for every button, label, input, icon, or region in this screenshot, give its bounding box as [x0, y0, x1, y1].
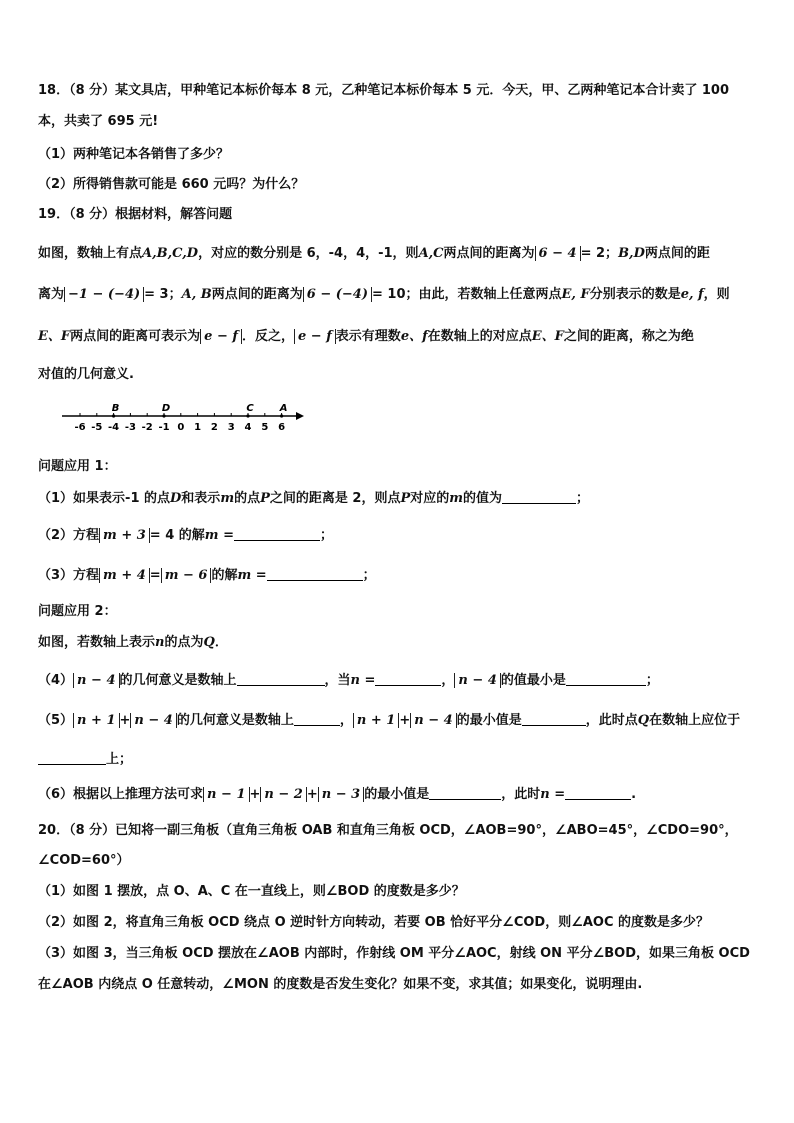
text: 分别表示的数是	[589, 287, 681, 302]
text: ；	[362, 568, 376, 583]
number-line-tick-label: 4	[244, 422, 252, 433]
var: D	[170, 491, 182, 506]
q20-sub3-line2: 在∠AOB 内绕点 O 任意转动，∠MON 的度数是否发生变化？如果不变，求其值；如果变化，说明理由.	[38, 977, 643, 992]
var: m =	[204, 528, 234, 543]
abs-expression: n − 1	[203, 787, 249, 802]
points-label: A,B,C,D	[142, 246, 199, 261]
text: 上；	[106, 752, 133, 767]
q19-para1	[38, 245, 758, 263]
answer-blank[interactable]	[237, 671, 325, 686]
answer-blank[interactable]	[294, 711, 340, 726]
abs-expression: e − f	[200, 329, 242, 344]
points-label: B,D	[618, 246, 645, 261]
var: m	[449, 491, 464, 506]
number-line-figure	[60, 400, 310, 440]
text: （1）如果表示-1 的点	[38, 491, 171, 506]
number-line-point	[162, 414, 165, 417]
text: = 2；	[580, 246, 619, 261]
answer-blank[interactable]	[429, 785, 501, 800]
text: 的点为	[164, 635, 204, 650]
text: 对应的	[410, 491, 450, 506]
answer-blank[interactable]	[38, 750, 106, 765]
text: 在数轴上的对应点	[427, 329, 532, 344]
text: 离为	[38, 287, 65, 302]
number-line-tick-label: 6	[278, 422, 286, 433]
text: 的最小值是	[456, 713, 522, 728]
text: ，则	[703, 287, 730, 302]
number-line-tick-label: 5	[261, 422, 269, 433]
text: 和表示	[181, 491, 221, 506]
q19-para3	[38, 328, 758, 346]
abs-expression: m + 4	[99, 568, 150, 583]
app2-line	[38, 634, 758, 652]
abs-expression: n + 1	[353, 713, 399, 728]
points-label: e, f	[680, 287, 704, 302]
number-line-point	[112, 414, 115, 417]
text: 两点间的距离为	[443, 246, 535, 261]
abs-expression: n + 1	[73, 713, 119, 728]
text: ，此时	[501, 787, 541, 802]
var: n =	[350, 673, 376, 688]
text: （5）	[38, 713, 74, 728]
text: 两点间的距	[644, 246, 710, 261]
number-line-svg	[60, 400, 310, 440]
abs-expression: m − 6	[161, 568, 212, 583]
var: P	[400, 491, 411, 506]
q20-sub2: （2）如图 2，将直角三角板 OCD 绕点 O 逆时针方向转动，若要 OB 恰好平分∠COD，则∠AOC 的度数是多少？	[38, 915, 710, 930]
text: 的几何意义是数轴上	[119, 673, 237, 688]
q18-sub1: （1）两种笔记本各销售了多少？	[38, 147, 230, 162]
text: +	[119, 713, 131, 728]
q19-s6	[38, 785, 758, 804]
text: ．反之，	[241, 329, 294, 344]
points-label: E、F	[38, 329, 71, 344]
q19-s5	[38, 711, 758, 730]
text: +	[306, 787, 318, 802]
number-line-tick-label: 3	[227, 422, 235, 433]
number-line-point	[280, 414, 283, 417]
abs-expression: e − f	[294, 329, 336, 344]
points-label: E, F	[561, 287, 590, 302]
text: （3）方程	[38, 568, 100, 583]
number-line-tick-label: -6	[74, 422, 86, 433]
text: = 3；	[144, 287, 182, 302]
number-line-tick-label: 1	[194, 422, 202, 433]
text: 的点	[234, 491, 261, 506]
number-line-point-label: D	[161, 403, 171, 414]
text: 的几何意义是数轴上	[176, 713, 294, 728]
abs-expression: −1 − (−4)	[64, 287, 144, 302]
q20-line2: ∠COD=60°）	[38, 853, 130, 868]
text: ；	[576, 491, 590, 506]
number-line-tick-label: 0	[177, 422, 185, 433]
var: m	[220, 491, 235, 506]
number-line-tick-label: -4	[108, 422, 120, 433]
q19-s1	[38, 489, 758, 508]
text: ；	[645, 673, 659, 688]
abs-expression: 6 − (−4)	[303, 287, 372, 302]
text: 的最小值是	[364, 787, 430, 802]
var: Q	[637, 713, 650, 728]
text: ，对应的数分别是 6，-4，4，-1，则	[198, 246, 419, 261]
text: 的值为	[463, 491, 503, 506]
abs-expression: n − 4	[73, 673, 119, 688]
abs-expression: n − 4	[410, 713, 456, 728]
q18-line1: 18．（8 分）某文具店，甲种笔记本标价每本 8 元，乙种笔记本标价每本 5 元．今天，甲、乙两种笔记本合计卖了 100	[38, 83, 730, 98]
answer-blank[interactable]	[234, 526, 320, 541]
number-line-point-label: C	[246, 403, 254, 414]
text: = 4 的解	[149, 528, 205, 543]
abs-expression: n − 3	[318, 787, 364, 802]
text: ，此时点	[585, 713, 638, 728]
answer-blank[interactable]	[267, 566, 363, 581]
var: P	[260, 491, 270, 506]
app2-title: 问题应用 2：	[38, 604, 117, 619]
var: n	[155, 635, 165, 650]
text: .	[631, 787, 637, 802]
points-label: A, B	[181, 287, 212, 302]
number-line-arrow	[296, 412, 304, 420]
answer-blank[interactable]	[566, 671, 646, 686]
q20-sub1: （1）如图 1 摆放，点 O、A、C 在一直线上，则∠BOD 的度数是多少？	[38, 884, 465, 899]
text: =	[149, 568, 161, 583]
var: n =	[540, 787, 566, 802]
text: ．	[214, 635, 228, 650]
text: 两点间的距离为	[211, 287, 303, 302]
number-line-tick-label: -1	[158, 422, 170, 433]
text: 如图，若数轴上表示	[38, 635, 156, 650]
text: 的解	[211, 568, 238, 583]
q19-s3	[38, 566, 758, 585]
text: +	[249, 787, 261, 802]
text: 之间的距离，称之为绝	[563, 329, 694, 344]
abs-expression: n − 2	[260, 787, 306, 802]
q20-sub3-line1: （3）如图 3，当三角板 OCD 摆放在∠AOB 内部时，作射线 OM 平分∠AOC，射线 ON 平分∠BOD，如果三角板 OCD	[38, 946, 750, 961]
number-line-point-label: B	[111, 403, 120, 414]
q19-s5-line2	[38, 750, 758, 769]
number-line-tick-label: -5	[91, 422, 103, 433]
points-label: A,C	[418, 246, 444, 261]
text: 之间的距离是 2，则点	[269, 491, 401, 506]
text: = 10；由此，若数轴上任意两点	[372, 287, 562, 302]
answer-blank[interactable]	[375, 671, 441, 686]
number-line-tick-label: -3	[124, 422, 136, 433]
number-line-point	[246, 414, 249, 417]
text: ，	[339, 713, 353, 728]
app1-title: 问题应用 1：	[38, 459, 117, 474]
q18-sub2: （2）所得销售款可能是 660 元吗？为什么？	[38, 177, 305, 192]
q19-para4: 对值的几何意义.	[38, 367, 134, 382]
abs-expression: n − 4	[130, 713, 176, 728]
text: 如图，数轴上有点	[38, 246, 143, 261]
text: （2）方程	[38, 528, 100, 543]
q19-s4	[38, 671, 758, 690]
answer-blank[interactable]	[522, 711, 586, 726]
q20-line1: 20．（8 分）已知将一副三角板（直角三角板 OAB 和直角三角板 OCD，∠AOB=90°，∠ABO=45°，∠CDO=90°，	[38, 823, 738, 838]
points-label: e、f	[400, 329, 428, 344]
text: ；	[319, 528, 333, 543]
text: 表示有理数	[335, 329, 401, 344]
q19-para2	[38, 286, 758, 304]
answer-blank[interactable]	[502, 489, 576, 504]
number-line-point-label: A	[279, 403, 288, 414]
abs-expression: m + 3	[99, 528, 150, 543]
text: （4）	[38, 673, 74, 688]
var: Q	[203, 635, 215, 650]
q19-s2	[38, 526, 758, 545]
q19-title: 19．（8 分）根据材料，解答问题	[38, 207, 233, 222]
q18-line2: 本，共卖了 695 元!	[38, 114, 159, 129]
text: 两点间的距离可表示为	[70, 329, 201, 344]
text: ，	[441, 673, 455, 688]
abs-expression: n − 4	[454, 673, 500, 688]
number-line-tick-label: -2	[141, 422, 153, 433]
text: +	[399, 713, 411, 728]
abs-expression: 6 − 4	[535, 246, 581, 261]
text: （6）根据以上推理方法可求	[38, 787, 204, 802]
number-line-tick-label: 2	[210, 422, 218, 433]
answer-blank[interactable]	[565, 785, 631, 800]
var: m =	[237, 568, 267, 583]
text: 的值最小是	[500, 673, 566, 688]
text: 在数轴上应位于	[649, 713, 741, 728]
text: ，当	[324, 673, 351, 688]
points-label: E、F	[531, 329, 564, 344]
